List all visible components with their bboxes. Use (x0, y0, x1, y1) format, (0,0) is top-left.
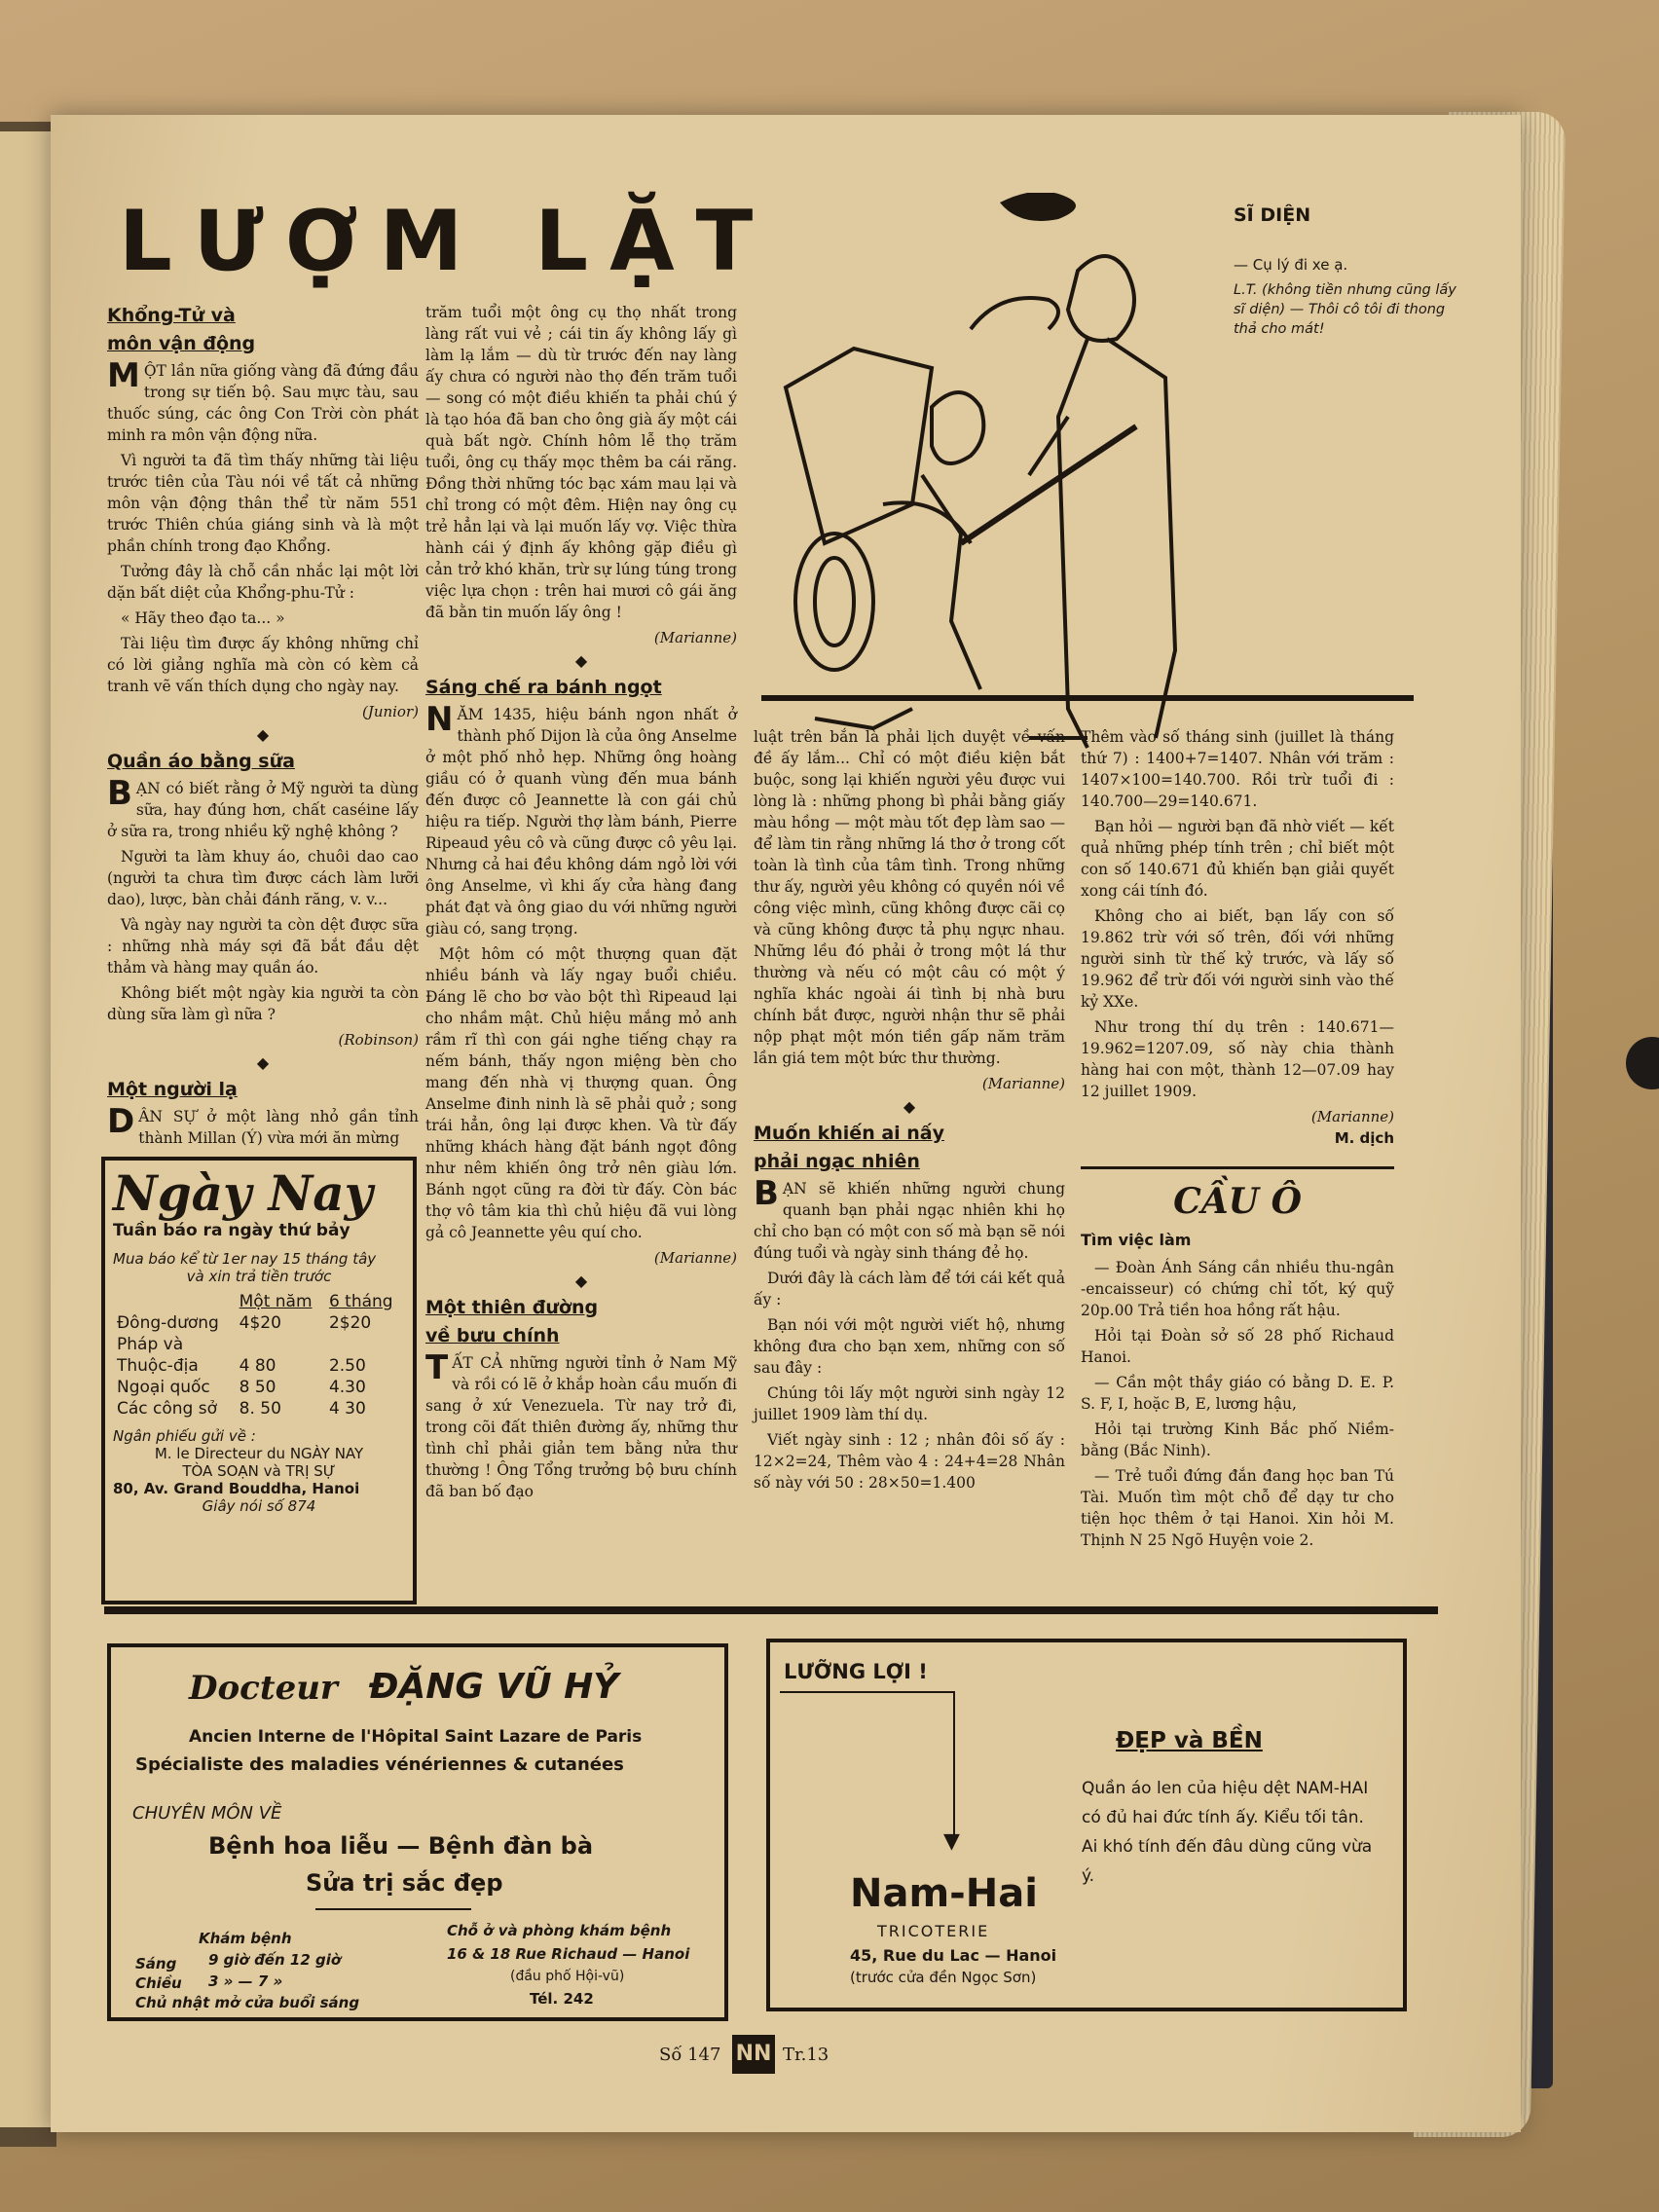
translator: M. dịch (1334, 1129, 1394, 1147)
table-row: Thuộc-địa 4 80 2.50 (117, 1356, 366, 1376)
heading-ngacnhien-1: Muốn khiến ai nấy (754, 1123, 945, 1144)
wavy-divider (761, 695, 1414, 701)
ad-doctor-benh: Bệnh hoa liễu — Bệnh đàn bà (208, 1832, 594, 1860)
ad-namhai-addr: 45, Rue du Lac — Hanoi (850, 1946, 1057, 1965)
ad-namhai-luong: LƯỠNG LỢI ! (784, 1660, 928, 1683)
signature: (Robinson) (338, 1031, 419, 1049)
diamond-divider: ◆ (574, 651, 588, 670)
arrow-down-icon: ▼ (943, 1829, 960, 1854)
paragraph: Dưới đây là cách làm để tới cái kết quả ấy : (754, 1270, 1065, 1309)
ad-doctor-tel: Tél. 242 (530, 1990, 594, 2008)
column-4 (1081, 726, 1394, 1555)
ad-namhai-brand: Nam-Hai (850, 1871, 1038, 1916)
paragraph: Bạn nói với một người viết hộ, nhưng không đưa cho bạn xem, những con số sau đây : (754, 1316, 1065, 1377)
ad-namhai-dep: ĐẸP và BỀN (1116, 1728, 1263, 1753)
dropcap: B (107, 774, 132, 813)
col-header: 6 tháng (328, 1292, 393, 1311)
paragraph: Thêm vào số tháng sinh (juillet là tháng thứ 7) : 1400+7=1407. Nhân với trăm : 1407×100=140.700. Rồi trừ tuổi đi : 140.700—29=140.671. (1081, 728, 1394, 810)
ad-doctor-chieu-time: 3 » — 7 » (208, 1972, 283, 1990)
paragraph: Tưởng đây là chỗ cần nhắc lại một lời dặn bất diệt của Khổng-phu-Tử : (107, 563, 419, 602)
ngaynay-note2: và xin trả tiền trước (186, 1268, 332, 1285)
ad-doctor-pho: (đầu phố Hội-vũ) (510, 1969, 625, 1984)
ads-divider (104, 1606, 1438, 1614)
ad-doctor (107, 1643, 728, 2021)
ad-doctor-sua: Sửa trị sắc đẹp (306, 1869, 503, 1897)
cartoon-title: SĨ DIỆN (1234, 204, 1311, 226)
paragraph: Chúng tôi lấy một người sinh ngày 12 juillet 1909 làm thí dụ. (754, 1384, 1065, 1423)
ngaynay-price-table (113, 1291, 405, 1419)
ad-doctor-line1: Ancien Interne de l'Hôpital Saint Lazare de Paris (189, 1727, 643, 1747)
ngaynay-foot3: TÒA SOẠN và TRỊ SỰ (182, 1462, 336, 1480)
column-1 (107, 298, 419, 1153)
paragraph: Như trong thí dụ trên : 140.671—19.962=1207.09, số này chia thành hàng hai con một, thành 12—07.09 hay 12 juillet 1909. (1081, 1018, 1394, 1100)
paragraph: Không cho ai biết, bạn lấy con số 19.862 trừ với số trên, đối với những người sinh từ thế kỷ trước, và lấy số 19.962 để trừ đối với người sinh vào thế kỷ XXe. (1081, 907, 1394, 1011)
ad-doctor-title-a: Docteur (189, 1669, 338, 1708)
paragraph: trăm tuổi một ông cụ thọ nhất trong làng rất vui vẻ ; cái tin ấy không lấy gì làm lạ lắm — dù từ trước đến nay làng ấy chưa có người nào thọ đến trăm tuổi — song có một điều khiến ta phải chú ý là tạo hóa đã ban cho ông già ấy một cái quà bất ngờ. Chính hôm lễ thọ trăm tuổi, ông cụ thấy mọc thêm ba cái răng. Đồng thời những tóc bạc xám mau lại và chỉ trong có một đêm. Hiện nay ông cụ trẻ hẳn lại và lại muốn lấy vợ. Việc thừa hành cái ý định ấy không gặp điều gì cản trở khó khăn, trừ sự lúng túng trong việc lựa chọn : trên hai mươi cô gái ăng đã bằn tin muốn lấy ông ! (425, 304, 737, 621)
paragraph: ÂN SỰ ở một làng nhỏ gần tỉnh thành Millan (Ý) vừa mới ăn mừng (138, 1108, 419, 1147)
signature: (Marianne) (653, 1249, 737, 1267)
dropcap: T (425, 1348, 449, 1387)
ngaynay-logo: NN (732, 2035, 775, 2074)
ad-doctor-divider (315, 1908, 471, 1910)
paragraph: ẠN có biết rằng ở Mỹ người ta dùng sữa, hay đúng hơn, chất caséine lấy ở sữa ra, trong nhiều kỹ nghệ không ? (107, 780, 419, 840)
paragraph: « Hãy theo đạo ta... » (121, 609, 285, 627)
paragraph: ẤT CẢ những người tỉnh ở Nam Mỹ và rồi có lẽ ở khắp hoàn cầu muốn đi sang ở xứ Venezuela. Từ nay trở đi, trong cõi đất thiên đường ấy, những thư tình chỉ phải giản tem bằng nửa thư thường ! Ông Tổng trưởng bộ bưu chính đã ban bố đạo (425, 1354, 737, 1500)
heading-khongtu-1: Khổng-Tử và (107, 305, 236, 326)
table-row: Ngoại quốc 8 50 4.30 (117, 1378, 366, 1397)
col-header: Một năm (239, 1292, 313, 1311)
ad-namhai-text: Quần áo len của hiệu dệt NAM-HAI có đủ hai đức tính ấy. Kiểu tối tân. Ai khó tính đến đâu dùng cũng vừa ý. (1082, 1779, 1373, 1886)
ad-doctor-line2: Spécialiste des maladies vénériennes & cutanées (135, 1754, 624, 1775)
dropcap: B (754, 1174, 779, 1213)
ad-doctor-title-b: ĐẶNG VŨ HỶ (369, 1667, 619, 1707)
paragraph: Tài liệu tìm được ấy không những chỉ có lời giảng nghĩa mà còn có kèm cả tranh vẽ vấn thích dụng cho ngày nay. (107, 635, 419, 695)
ngaynay-title: Ngày Nay (113, 1164, 373, 1222)
column-3 (754, 726, 1065, 1497)
ngaynay-foot5: Giây nói số 874 (202, 1497, 316, 1515)
cartoon-line1: — Cụ lý đi xe ạ. (1234, 256, 1348, 274)
heading-thienduong-1: Một thiên đường (425, 1297, 599, 1318)
ad-doctor-sang: Sáng (135, 1955, 177, 1972)
ad-doctor-addr: 16 & 18 Rue Richaud — Hanoi (447, 1945, 690, 1963)
ngaynay-foot2: M. le Directeur du NGÀY NAY (154, 1445, 364, 1462)
signature: (Marianne) (1310, 1108, 1394, 1125)
ad-namhai-tric: TRICOTERIE (877, 1922, 990, 1940)
left-page-edge (0, 131, 51, 2127)
ngaynay-subscription-box (101, 1157, 417, 1604)
paragraph: Vì người ta đã tìm thấy những tài liệu trước tiên của Tàu nói về tất cả những môn vận động thân thể từ năm 551 trước Thiên chúa giáng sinh và là một phần chính trong đạo Khổng. (107, 452, 419, 555)
ngaynay-foot4: 80, Av. Grand Bouddha, Hanoi (113, 1480, 360, 1497)
paragraph: Hỏi tại Đoàn sở số 28 phố Richaud Hanoi. (1081, 1327, 1394, 1366)
ad-namhai (766, 1639, 1407, 2011)
paragraph: Một hôm có một thượng quan đặt nhiều bánh và lấy ngay buổi chiều. Đáng lẽ cho bơ vào bột thì Ripeaud lại cho nhầm mật. Chủ hiệu mắng mỏ anh rầm rĩ thì con gái nghe tiếng chạy ra nếm bánh, thấy ngon miệng bèn cho mang đến nhà vị thượng quan. Ông Anselme đinh ninh là sẽ phải quở ; song trái hẳn, ông lại được khen. Và từ đấy những khách hàng đặt bánh ngọt đông như nêm khiến ông trở nên giàu lớn. Bánh ngọt cũng ra đời từ đấy. Còn bác thợ vô tâm kia thì chủ hiệu đã vui lòng gả cô Jeannette yêu quí cho. (425, 945, 737, 1241)
paragraph: — Cần một thầy giáo có bằng D. E. P. S. F, I, hoặc B, E, lương hậu, (1081, 1374, 1394, 1413)
ngaynay-foot1: Ngân phiếu gửi về : (113, 1427, 256, 1445)
table-row: Đông-dương 4$20 2$20 (117, 1313, 372, 1333)
paragraph: Và ngày nay người ta còn dệt được sữa : những nhà máy sợi đã bắt đầu dệt thảm và hàng may quần áo. (107, 916, 419, 977)
footer-page: Tr.13 (783, 2045, 830, 2065)
paragraph: ẠN sẽ khiến những người chung quanh bạn phải ngạc nhiên khi họ chỉ cho bạn có một con số mà bạn sẽ nói đúng tuổi và ngày sinh tháng đẻ họ. (754, 1180, 1065, 1262)
paragraph: — Đoàn Ánh Sáng cần nhiều thu-ngân -encaisseur) có chứng chỉ tốt, ký quỹ 20p.00 Trả tiền hoa hồng rất hậu. (1081, 1259, 1394, 1319)
newspaper-page (51, 115, 1521, 2132)
heading-quanao: Quần áo bằng sữa (107, 751, 295, 772)
ad-namhai-near: (trước cửa đền Ngọc Sơn) (850, 1969, 1037, 1986)
paragraph: Bạn hỏi — người bạn đã nhờ viết — kết quả những phép tính trên ; chỉ biết một con số 140.671 đủ khiến bạn giải quyết xong cái tính đó. (1081, 818, 1394, 900)
dropcap: M (107, 356, 140, 395)
ad-doctor-cn: Chủ nhật mở cửa buổi sáng (135, 1994, 360, 2011)
diamond-divider: ◆ (903, 1097, 916, 1116)
table-row: Các công sở 8. 50 4 30 (117, 1399, 366, 1419)
paragraph: Người ta làm khuy áo, chuôi dao cao (người ta chưa tìm được cách làm lưỡi dao), lược, bàn chải đánh răng, v. v... (107, 848, 419, 908)
paragraph: Hỏi tại trường Kinh Bắc phố Niềm-bằng (Bắc Ninh). (1081, 1420, 1394, 1459)
arrow-line-h (780, 1691, 955, 1693)
ad-doctor-chieu: Chiều (135, 1974, 182, 1992)
ad-doctor-chuyen: CHUYÊN MÔN VỀ (132, 1803, 282, 1824)
heading-banhngot: Sáng chế ra bánh ngọt (425, 677, 662, 698)
paragraph: ỘT lần nữa giống vàng đã đứng đầu trong sự tiến bộ. Sau mực tàu, sau thuốc súng, các ông Con Trời còn phát minh ra môn vận động nữa. (107, 362, 419, 444)
cartoon-illustration (776, 193, 1243, 767)
cartoon-line2: L.T. (không tiền nhưng cũng lấy sĩ diện) — Thôi cô tôi đi thong thả cho mát! (1234, 282, 1456, 337)
signature: (Marianne) (981, 1075, 1065, 1092)
ngaynay-sub: Tuần báo ra ngày thứ bảy (113, 1221, 350, 1240)
cau-o-sub: Tìm việc làm (1081, 1231, 1192, 1249)
heading-motnguoila: Một người lạ (107, 1079, 238, 1100)
heading-thienduong-2: về bưu chính (425, 1325, 560, 1346)
paragraph: ĂM 1435, hiệu bánh ngon nhất ở thành phố Dijon là của ông Anselme ở một phố nhỏ hẹp. Những ông hoàng giầu có ở quanh vùng đến mua bánh đến được cô Jeannette là con gái chủ hiệu ra tiếp. Người thợ làm bánh, Pierre Ripeaud yêu cô và cũng được cô yêu lại. Nhưng cả hai đều không dám ngỏ lời với ông Anselme, vì khi ấy cửa hàng đang phát đạt và ông giao du với những người giàu có, sang trọng. (425, 706, 737, 938)
masthead-title: LƯỢM LẶT (119, 193, 775, 290)
cartoon-caption (1234, 204, 1467, 339)
paragraph: Viết ngày sinh : 12 ; nhân đôi số ấy : 12×2=24, Thêm vào 4 : 24+4=28 Nhân số này với 50 : 28×50=1.400 (754, 1431, 1065, 1492)
diamond-divider: ◆ (256, 1053, 270, 1072)
heading-ngacnhien-2: phải ngạc nhiên (754, 1151, 920, 1172)
ad-doctor-kham: Khám bệnh (199, 1930, 292, 1947)
ngaynay-note1: Mua báo kể từ 1er nay 15 tháng tây (113, 1250, 377, 1268)
heading-khongtu-2: môn vận động (107, 333, 256, 354)
table-row: Pháp và (117, 1335, 184, 1354)
signature: (Junior) (361, 703, 419, 720)
ad-doctor-sang-time: 9 giờ đến 12 giờ (208, 1951, 342, 1969)
diamond-divider: ◆ (256, 725, 270, 744)
paragraph: luật trên bắn là phải lịch duyệt về vấn đề ấy lắm... Chỉ có một điều kiện bắt buộc, song lại khiến người yêu được vui lòng là : những phong bì phải bằng giấy màu hồng — một màu tốt đẹp làm sao — để làm tin rằng những lá thơ ở trong cốt toàn là tình của tâm tình. Trong những thư ấy, người yêu không có quyền nói về công việc mình, cũng không được cãi cọ và cũng không được tả phụ ngực nhau. Những lều đó phải ở trong một lá thư thường và nếu có một câu có một ý nghĩa khác ngoài ái tình bị nhà bưu chính bắt được, người nhận thư sẽ phải nộp phạt một món tiền gấp năm trăm lần giá tem một bức thư thường. (754, 728, 1065, 1067)
cau-o-title: CẦU Ô (1173, 1181, 1302, 1222)
dropcap: D (107, 1102, 135, 1141)
divider (1081, 1166, 1394, 1169)
arrow-line-v (953, 1691, 955, 1837)
paragraph: Không biết một ngày kia người ta còn dùng sữa làm gì nữa ? (107, 984, 419, 1023)
signature: (Marianne) (653, 629, 737, 646)
paragraph: — Trẻ tuổi đứng đắn đang học ban Tú Tài. Muốn tìm một chỗ để dạy tư cho tiện học thêm ở tại Hanoi. Xin hỏi M. Thịnh N 25 Ngõ Huyện voie 2. (1081, 1467, 1394, 1549)
column-2 (425, 302, 737, 1506)
diamond-divider: ◆ (574, 1272, 588, 1290)
dropcap: N (425, 700, 454, 739)
ad-doctor-cho: Chỗ ở và phòng khám bệnh (447, 1922, 672, 1939)
footer-issue: Số 147 (659, 2045, 721, 2065)
